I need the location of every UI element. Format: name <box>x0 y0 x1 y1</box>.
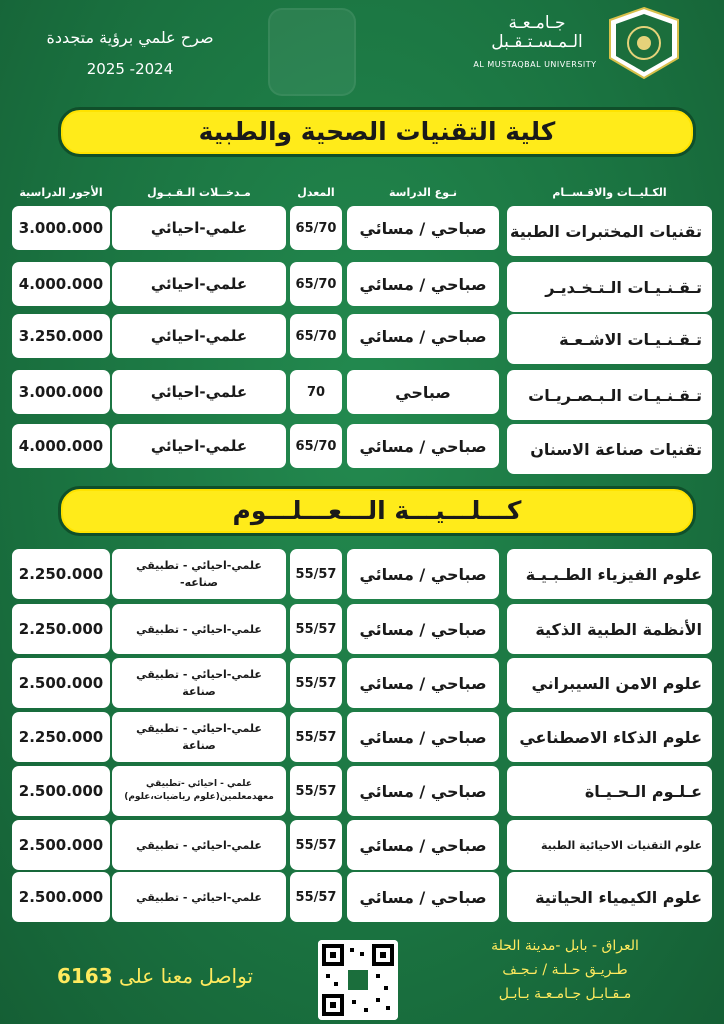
admission-rate: 65/70 <box>290 314 342 358</box>
college-science-title: كـــلـــيـــة الـــعـــلـــوم <box>58 486 696 536</box>
admission-intake: علمي-احيائي <box>112 314 286 358</box>
admission-rate: 55/57 <box>290 604 342 654</box>
dept-name: تقنيات صناعة الاسنان <box>507 424 712 474</box>
admission-intake: علمي-احيائي - تطبيقي <box>112 604 286 654</box>
dept-name: الأنظمة الطبية الذكية <box>507 604 712 654</box>
contact-number[interactable]: 6163 <box>56 964 113 988</box>
study-type: صباحي / مسائي <box>347 314 499 358</box>
tuition-fee: 2.500.000 <box>12 820 110 870</box>
admission-rate: 65/70 <box>290 424 342 468</box>
academic-year: 2025 -2024 <box>86 60 174 78</box>
admission-rate: 55/57 <box>290 820 342 870</box>
dept-name: تـقـنـيـات الاشـعـة <box>507 314 712 364</box>
contact-line <box>30 964 280 988</box>
study-type: صباحي / مسائي <box>347 206 499 250</box>
contact-text: تواصل معنا على <box>119 964 254 988</box>
admission-rate: 55/57 <box>290 549 342 599</box>
col-head-intake: مـدخــلات الـقـبـول <box>147 186 251 199</box>
col-head-fee: الأجور الدراسية <box>19 186 103 199</box>
study-type: صباحي / مسائي <box>347 766 499 816</box>
study-type: صباحي / مسائي <box>347 549 499 599</box>
address-line-3: مـقـابـل جـامـعـة بـابـل <box>498 986 632 1002</box>
admission-intake: علمي-احيائي <box>112 424 286 468</box>
admission-rate: 70 <box>290 370 342 414</box>
study-type: صباحي / مسائي <box>347 658 499 708</box>
dept-name: عـلـوم الـحـيـاة <box>507 766 712 816</box>
tuition-fee: 3.000.000 <box>12 370 110 414</box>
tuition-fee: 2.500.000 <box>12 766 110 816</box>
college-health-title: كلية التقنيات الصحية والطبية <box>58 107 696 157</box>
admission-intake: علمي-احيائي - تطبيقي صناعة <box>112 658 286 708</box>
col-head-rate: المعدل <box>297 186 335 199</box>
university-name-en: AL MUSTAQBAL UNIVERSITY <box>473 60 597 69</box>
dept-name: تـقـنـيـات الـبـصـريـات <box>507 370 712 420</box>
admission-rate: 55/57 <box>290 712 342 762</box>
admission-intake: علمي-احيائي - تطبيقي -صناعه <box>112 549 286 599</box>
admission-intake: علمي-احيائي - تطبيقي صناعة <box>112 712 286 762</box>
watermark-logo <box>268 8 356 96</box>
dept-name: تـقـنـيـات الـتـخـديـر <box>507 262 712 312</box>
admission-intake: علمي - احيائي -تطبيقي معهدمعلمين(علوم رياضيات،علوم) <box>112 766 286 816</box>
admission-intake: علمي-احيائي <box>112 206 286 250</box>
tuition-fee: 2.500.000 <box>12 872 110 922</box>
admission-intake: علمي-احيائي <box>112 262 286 306</box>
address-line-1: العراق - بابل -مدينة الحلة <box>491 938 639 954</box>
admission-rate: 55/57 <box>290 658 342 708</box>
admission-rate: 55/57 <box>290 766 342 816</box>
admission-rate: 65/70 <box>290 262 342 306</box>
admission-rate: 55/57 <box>290 872 342 922</box>
study-type: صباحي / مسائي <box>347 820 499 870</box>
tuition-fee: 4.000.000 <box>12 262 110 306</box>
dept-name: علوم الامن السيبراني <box>507 658 712 708</box>
university-seal-icon <box>604 6 684 80</box>
tuition-fee: 2.250.000 <box>12 712 110 762</box>
qr-code-icon[interactable] <box>318 940 398 1020</box>
admission-intake: علمي-احيائي - تطبيقي <box>112 820 286 870</box>
study-type: صباحي / مسائي <box>347 872 499 922</box>
admission-intake: علمي-احيائي - تطبيقي <box>112 872 286 922</box>
tuition-fee: 3.250.000 <box>12 314 110 358</box>
address-line-2: طـريـق حـلـة / نـجـف <box>502 962 628 978</box>
admission-intake: علمي-احيائي <box>112 370 286 414</box>
col-head-type: نـوع الدراسة <box>389 186 457 199</box>
study-type: صباحي / مسائي <box>347 424 499 468</box>
dept-name: علوم الذكاء الاصطناعي <box>507 712 712 762</box>
dept-name: علوم الكيمياء الحياتية <box>507 872 712 922</box>
tuition-fee: 4.000.000 <box>12 424 110 468</box>
dept-name: علوم التقنيات الاحيائية الطبية <box>507 820 712 870</box>
tuition-fee: 2.500.000 <box>12 658 110 708</box>
dept-name: علوم الفيزياء الطـبـيـة <box>507 549 712 599</box>
tuition-fee: 3.000.000 <box>12 206 110 250</box>
study-type: صباحي / مسائي <box>347 712 499 762</box>
tagline: صرح علمي برؤية متجددة <box>46 28 214 47</box>
tuition-fee: 2.250.000 <box>12 549 110 599</box>
admission-rate: 65/70 <box>290 206 342 250</box>
study-type: صباحي <box>347 370 499 414</box>
col-head-name: الكـليــات والاقـســام <box>552 186 667 199</box>
study-type: صباحي / مسائي <box>347 604 499 654</box>
tuition-fee: 2.250.000 <box>12 604 110 654</box>
dept-name: تقنيات المختبرات الطبية <box>507 206 712 256</box>
study-type: صباحي / مسائي <box>347 262 499 306</box>
university-name-ar: جـامـعـة الـمـسـتـقـبل <box>491 13 583 52</box>
